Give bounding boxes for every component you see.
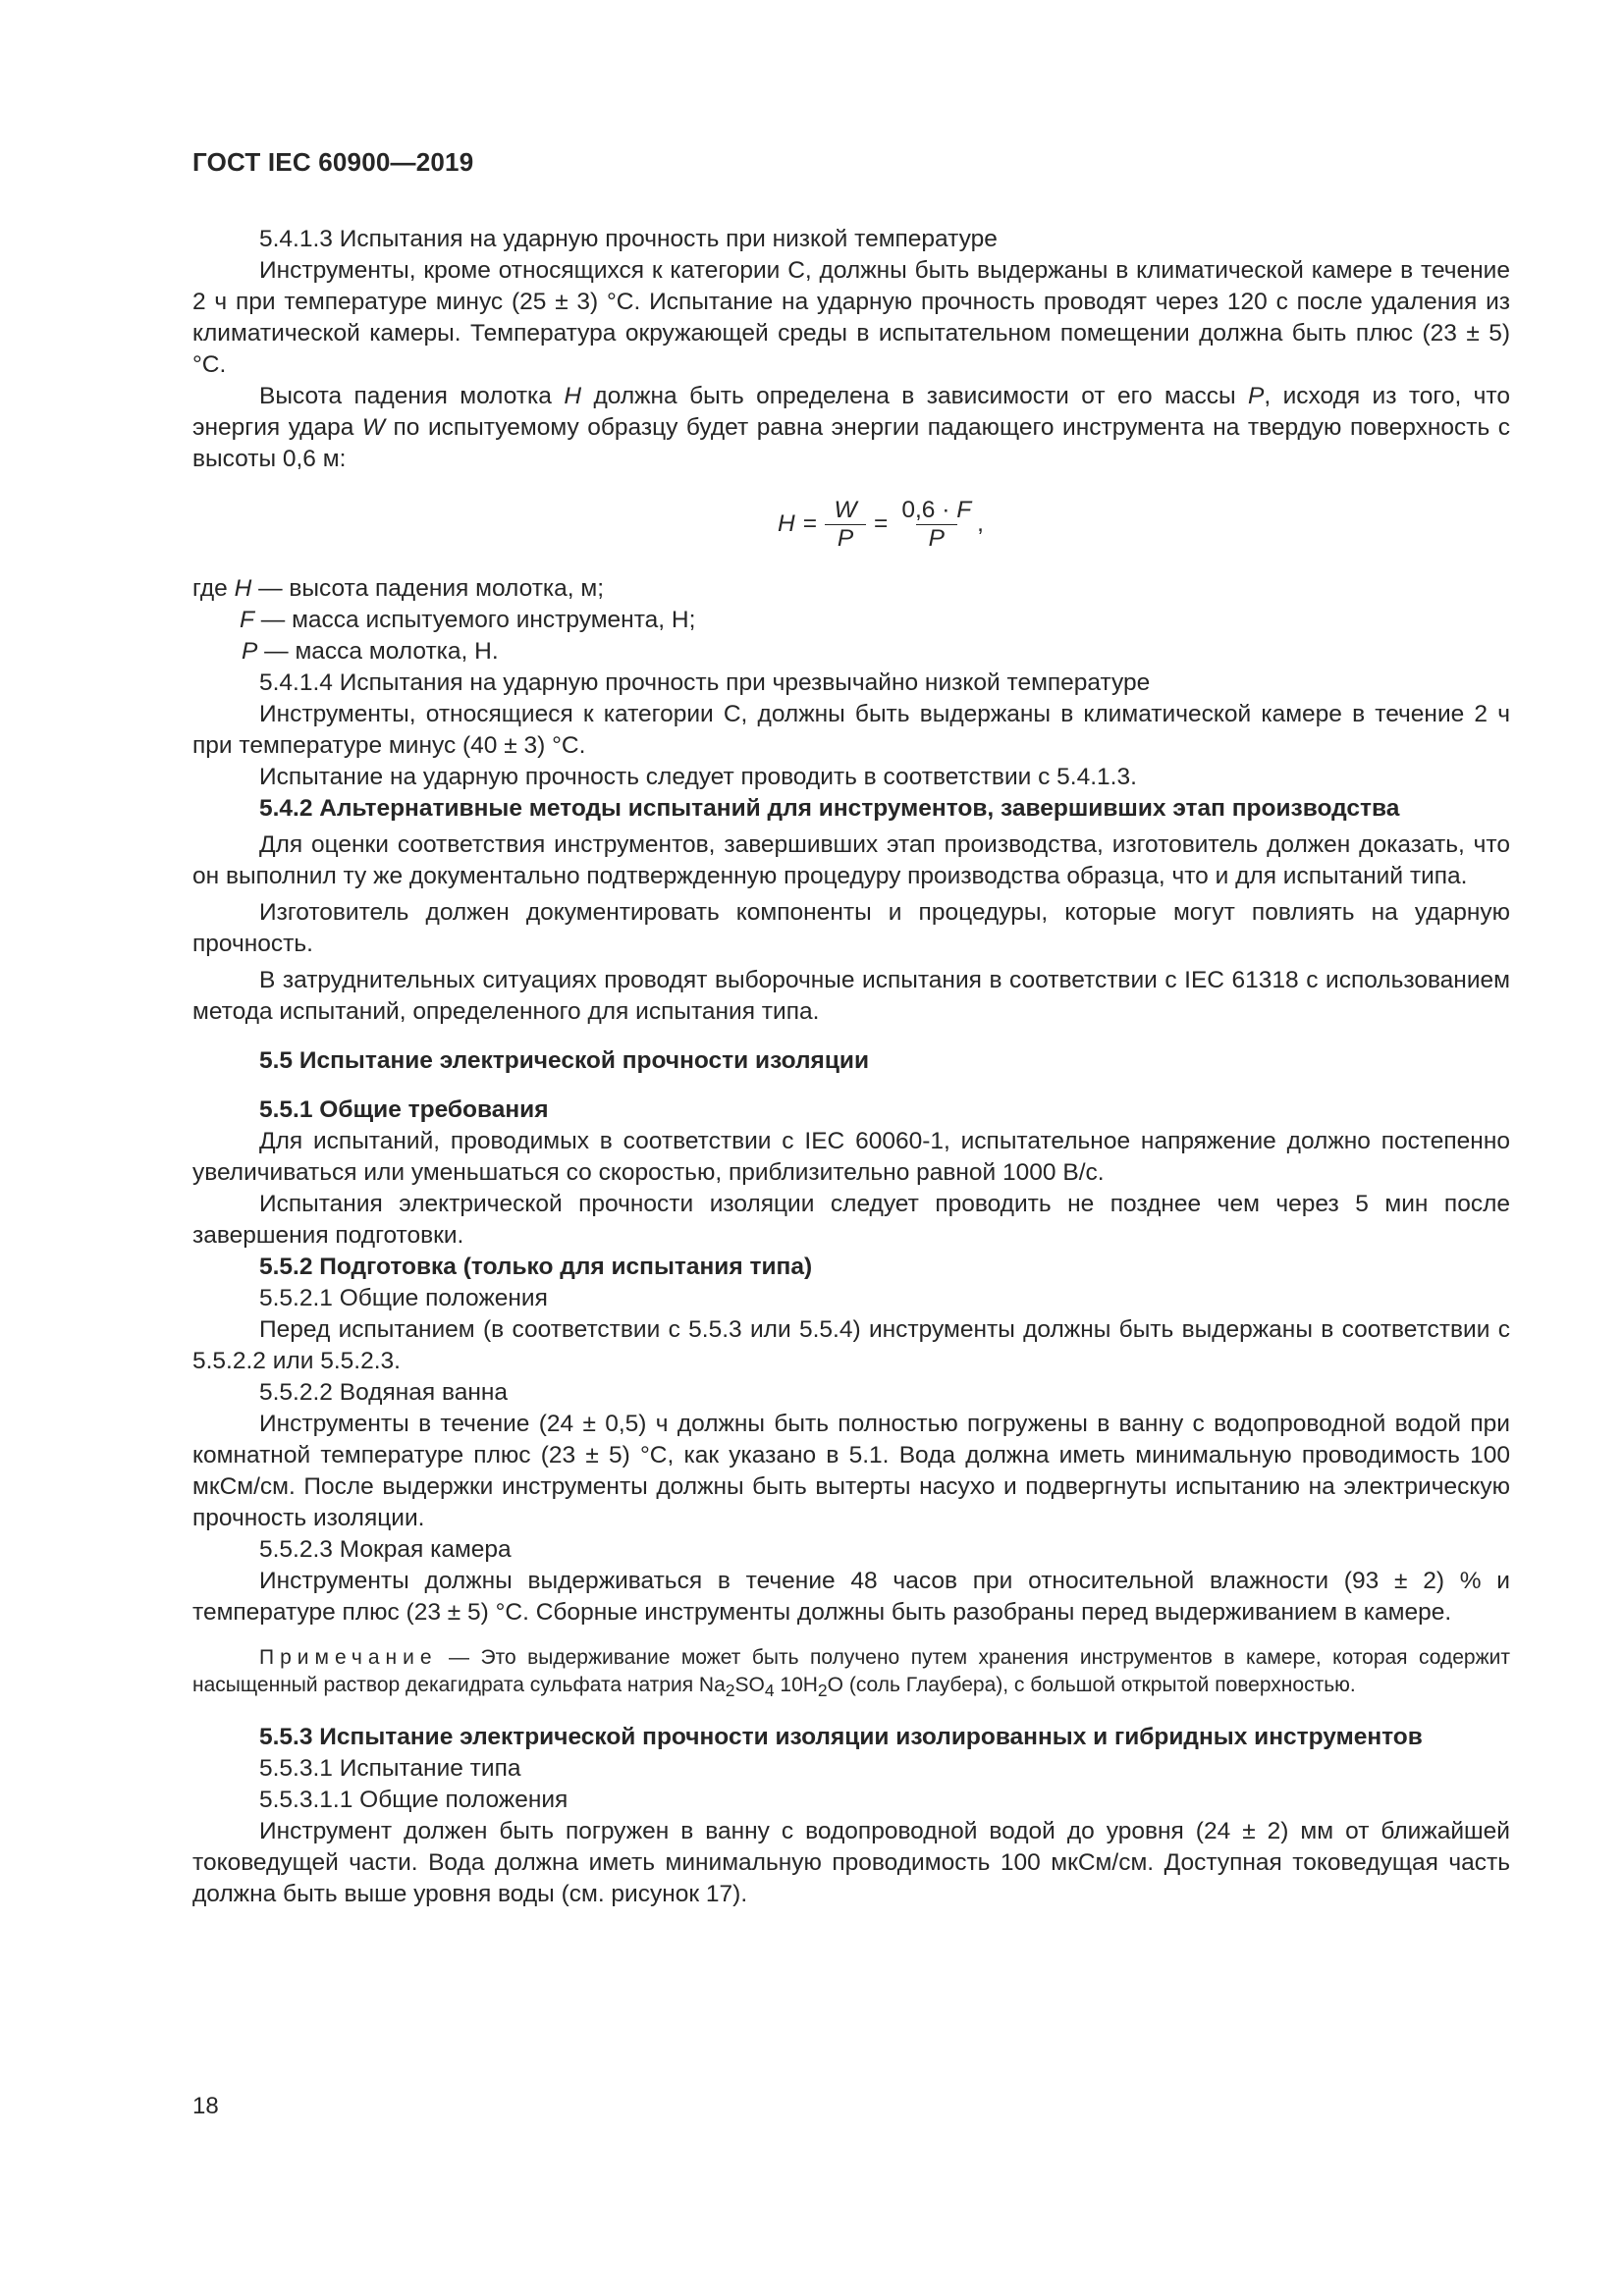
where-line-f: F — масса испытуемого инструмента, Н;: [240, 607, 696, 633]
subsection-heading: 5.5.3.1 Испытание типа: [259, 1755, 521, 1783]
paragraph: Инструмент должен быть погружен в ванну с водопроводной водой до уровня (24 ± 2) мм от ближайшей токоведущей части. Вода должна иметь минимальную проводимость 100 мкСм/см. Доступная токоведущая часть должна быть выше уровня воды (см. рисунок 17).: [192, 1818, 1510, 1908]
paragraph: Испытание на ударную прочность следует проводить в соответствии с 5.4.1.3.: [259, 764, 1137, 790]
fraction-denominator: P: [916, 524, 957, 553]
document-body: [192, 224, 1510, 1910]
formula-comma: ,: [977, 510, 984, 537]
paragraph: Для оценки соответствия инструментов, завершивших этап производства, изготовитель должен доказать, что он выполнил ту же документально подтвержденную процедуру производства образца, что и для испытаний типа.: [192, 831, 1510, 889]
section-5-5-2-heading: 5.5.2 Подготовка (только для испытания типа): [259, 1254, 813, 1280]
section-5-5-heading: 5.5 Испытание электрической прочности изоляции: [259, 1047, 870, 1074]
paragraph: Перед испытанием (в соответствии с 5.5.3 или 5.5.4) инструменты должны быть выдержаны в соответствии с 5.5.2.2 или 5.5.2.3.: [192, 1316, 1510, 1374]
paragraph: Испытания электрической прочности изоляции следует проводить не позднее чем через 5 мин после завершения подготовки.: [192, 1191, 1510, 1249]
fraction-denominator: P: [825, 524, 866, 553]
paragraph: В затруднительных ситуациях проводят выборочные испытания в соответствии с IEC 61318 с использованием метода испытаний, определенного для испытания типа.: [192, 967, 1510, 1025]
fraction-numerator: 0,6 · F: [901, 496, 972, 523]
paragraph: Инструменты в течение (24 ± 0,5) ч должны быть полностью погружены в ванну с водопроводной водой при комнатной температуре плюс (23 ± 5) °C, как указано в 5.1. Вода должна иметь минимальную проводимость 100 мкСм/см. После выдержки инструменты должны быть вытерты насухо и подвергнуты испытанию на электрическую прочность изоляции.: [192, 1411, 1510, 1531]
section-5-4-2-heading: 5.4.2 Альтернативные методы испытаний для инструментов, завершивших этап производства: [259, 795, 1400, 822]
where-line-p: P — масса молотка, Н.: [242, 638, 499, 665]
section-5-4-1-3-heading: 5.4.1.3 Испытания на ударную прочность при низкой температуре: [259, 226, 998, 252]
note-label: Примечание: [259, 1646, 438, 1669]
paragraph: Инструменты, относящиеся к категории C, должны быть выдержаны в климатической камере в течение 2 ч при температуре минус (40 ± 3) °C.: [192, 701, 1510, 759]
paragraph: Для испытаний, проводимых в соответствии с IEC 60060-1, испытательное напряжение должно постепенно увеличиваться или уменьшаться со скоростью, приблизительно равной 1000 В/с.: [192, 1128, 1510, 1186]
subsection-heading: 5.5.3.1.1 Общие положения: [259, 1787, 568, 1814]
subsection-heading: 5.5.2.3 Мокрая камера: [259, 1536, 512, 1563]
section-5-5-3-heading: 5.5.3 Испытание электрической прочности изоляции изолированных и гибридных инструментов: [259, 1724, 1423, 1751]
subsection-heading: 5.5.2.1 Общие положения: [259, 1285, 548, 1311]
subsection-heading: 5.5.2.2 Водяная ванна: [259, 1379, 509, 1406]
paragraph: Инструменты должны выдерживаться в течение 48 часов при относительной влажности (93 ± 2) % и температуре плюс (23 ± 5) °C. Сборные инструменты должны быть разобраны перед выдерживанием в камере.: [192, 1568, 1510, 1626]
formula-equals: =: [874, 510, 889, 537]
page-number: 18: [192, 2093, 219, 2119]
where-line-h: где H — высота падения молотка, м;: [192, 575, 605, 602]
note: Примечание — Это выдерживание может быть получено путем хранения инструментов в камере, которая содержит насыщенный раствор декагидрата сульфата натрия $Na_2SO_4$ $10H_2O$ (соль Глаубера), с большой открытой поверхностью.: [192, 1646, 1510, 1701]
fraction-w-over-p: [825, 497, 866, 553]
paragraph: Инструменты, кроме относящихся к категории C, должны быть выдержаны в климатической камере в течение 2 ч при температуре минус (25 ± 3) °C. Испытание на ударную прочность проводят через 120 с после удаления из климатической камеры. Температура окружающей среды в испытательном помещении должна быть плюс (23 ± 5) °C.: [192, 257, 1510, 378]
paragraph: Высота падения молотка H должна быть определена в зависимости от его массы P, исходя из того, что энергия удара W по испытуемому образцу будет равна энергии падающего инструмента на твердую поверхность с высоты 0,6 м:: [192, 383, 1511, 472]
formula-equals: =: [802, 510, 818, 537]
fraction-06f-over-p: [895, 497, 977, 553]
height-formula: [192, 483, 1510, 565]
document-header: ГОСТ IEC 60900—2019: [192, 147, 474, 177]
formula-lhs: H: [778, 510, 795, 537]
section-5-4-1-4-heading: 5.4.1.4 Испытания на ударную прочность при чрезвычайно низкой температуре: [259, 669, 1151, 696]
paragraph: Изготовитель должен документировать компоненты и процедуры, которые могут повлиять на ударную прочность.: [192, 899, 1510, 957]
section-5-5-1-heading: 5.5.1 Общие требования: [259, 1096, 549, 1123]
fraction-numerator: W: [834, 496, 857, 523]
